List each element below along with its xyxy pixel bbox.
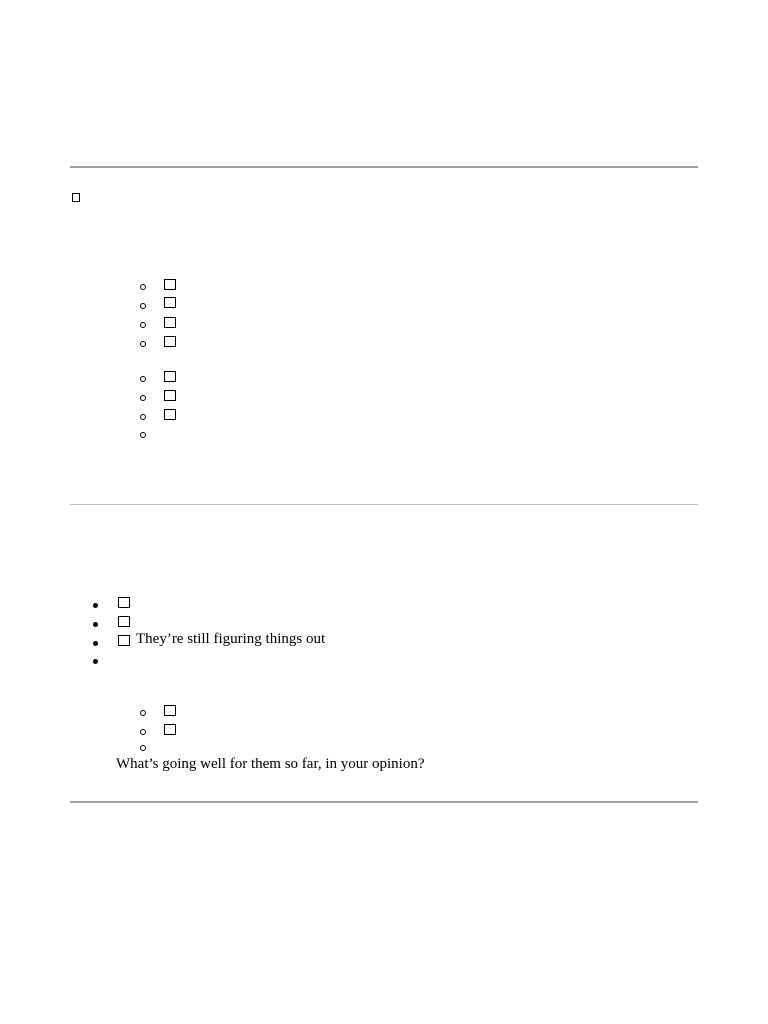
checkbox[interactable]: [118, 635, 130, 646]
checkbox[interactable]: [118, 597, 130, 608]
checkbox[interactable]: [164, 336, 176, 347]
question-text: What’s going well for them so far, in your opinion?: [116, 756, 425, 772]
circle-bullet-icon: [140, 284, 146, 290]
circle-bullet-icon: [140, 322, 146, 328]
circle-bullet-icon: [140, 414, 146, 420]
checkbox[interactable]: [118, 616, 130, 627]
checkbox[interactable]: [164, 297, 176, 308]
circle-bullet-icon: [140, 303, 146, 309]
section-divider-top: [70, 166, 698, 168]
checkbox[interactable]: [164, 724, 176, 735]
section-divider-middle: [70, 504, 698, 505]
disc-bullet-icon: [93, 603, 98, 608]
disc-bullet-icon: [93, 659, 98, 664]
checkbox[interactable]: [164, 409, 176, 420]
circle-bullet-icon: [140, 341, 146, 347]
circle-bullet-icon: [140, 710, 146, 716]
section-divider-bottom: [70, 801, 698, 803]
disc-bullet-icon: [93, 641, 98, 646]
option-label: They’re still figuring things out: [136, 631, 326, 647]
checkbox[interactable]: [164, 705, 176, 716]
checkbox[interactable]: [164, 371, 176, 382]
disc-bullet-icon: [93, 622, 98, 627]
checkbox[interactable]: [164, 390, 176, 401]
checkbox[interactable]: [164, 317, 176, 328]
circle-bullet-icon: [140, 729, 146, 735]
circle-bullet-icon: [140, 432, 146, 438]
checkbox[interactable]: [164, 279, 176, 290]
checkbox-small[interactable]: [72, 193, 80, 202]
circle-bullet-icon: [140, 395, 146, 401]
circle-bullet-icon: [140, 376, 146, 382]
circle-bullet-icon: [140, 745, 146, 751]
